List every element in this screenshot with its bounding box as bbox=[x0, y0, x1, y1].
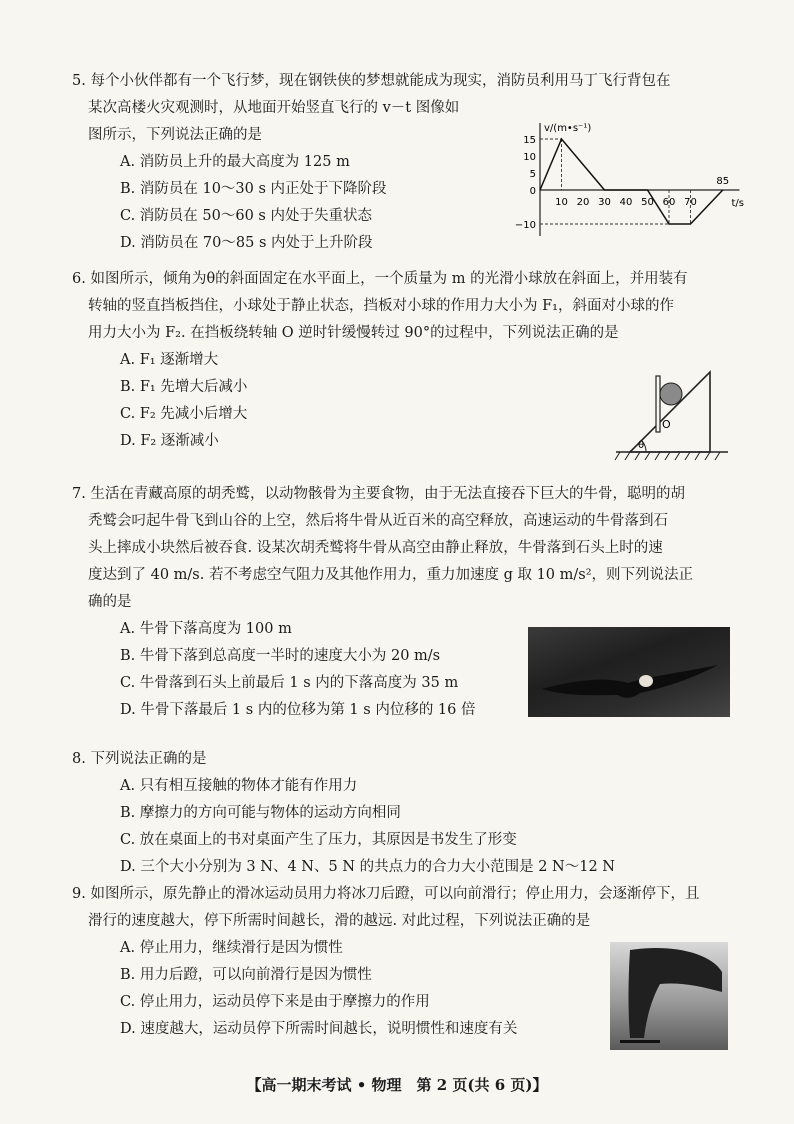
q9-stem-line1: 9. 如图所示，原先静止的滑冰运动员用力将冰刀后蹬，可以向前滑行；停止用力，会逐渐停下，且 bbox=[72, 886, 700, 902]
q5-option-c: C. 消防员在 50～60 s 内处于失重状态 bbox=[120, 208, 372, 224]
q6-option-a: A. F₁ 逐渐增大 bbox=[120, 352, 219, 368]
x-tick-label-85: 85 bbox=[716, 176, 730, 187]
question-8 bbox=[72, 746, 738, 881]
theta-label: θ bbox=[638, 440, 645, 451]
q6-stem-line3: 用力大小为 F₂. 在挡板绕转轴 O 逆时针缓慢转过 90°的过程中，下列说法正确的是 bbox=[88, 325, 619, 341]
y-axis-label: v/(m•s⁻¹) bbox=[544, 123, 592, 134]
q5-stem-line1: 5. 每个小伙伴都有一个飞行梦，现在钢铁侠的梦想就能成为现实，消防员利用马丁飞行背包在 bbox=[72, 73, 671, 89]
pivot-label: O bbox=[662, 418, 671, 431]
q5-option-d: D. 消防员在 70～85 s 内处于上升阶段 bbox=[120, 235, 373, 251]
page-footer: 【高一期末考试 • 物理 第 2 页(共 6 页)】 bbox=[246, 1076, 548, 1094]
q7-stem-line3: 头上摔成小块然后被吞食. 设某次胡秃鹫将牛骨从高空由静止释放，牛骨落到石头上时的速 bbox=[88, 540, 663, 556]
x-tick-label: 50 bbox=[641, 197, 654, 208]
q9-option-d: D. 速度越大，运动员停下所需时间越长，说明惯性和速度有关 bbox=[120, 1021, 518, 1037]
q7-option-d: D. 牛骨下落最后 1 s 内的位移为第 1 s 内位移的 16 倍 bbox=[120, 702, 476, 718]
q5-stem-line3: 图所示，下列说法正确的是 bbox=[88, 127, 262, 143]
q5-stem-line2: 某次高楼火灾观测时，从地面开始竖直飞行的 v－t 图像如 bbox=[88, 100, 460, 116]
q5-option-a: A. 消防员上升的最大高度为 125 m bbox=[120, 154, 350, 170]
x-tick-label: 30 bbox=[598, 197, 611, 208]
ball bbox=[660, 383, 682, 405]
y-tick-label: −10 bbox=[514, 220, 536, 231]
q7-option-b: B. 牛骨下落到总高度一半时的速度大小为 20 m/s bbox=[120, 648, 441, 664]
vulture-photo bbox=[528, 627, 730, 717]
y-tick-label: 5 bbox=[529, 169, 536, 180]
chart-series bbox=[540, 139, 723, 224]
q6-option-b: B. F₁ 先增大后减小 bbox=[120, 379, 248, 395]
x-axis-label: t/s bbox=[731, 198, 744, 209]
chart-axes bbox=[540, 123, 744, 236]
q7-stem-line2: 秃鹫会叼起牛骨飞到山谷的上空，然后将牛骨从近百米的高空释放，高速运动的牛骨落到石 bbox=[88, 513, 668, 529]
x-tick-label: 10 bbox=[555, 197, 568, 208]
q5-option-b: B. 消防员在 10～30 s 内正处于下降阶段 bbox=[120, 181, 387, 197]
q6-option-c: C. F₂ 先减小后增大 bbox=[120, 406, 248, 422]
q6-option-d: D. F₂ 逐渐减小 bbox=[120, 433, 219, 449]
q8-option-d: D. 三个大小分别为 3 N、4 N、5 N 的共点力的合力大小范围是 2 N～12 N bbox=[120, 859, 615, 875]
ground-hatch bbox=[615, 452, 720, 460]
q8-option-a: A. 只有相互接触的物体才能有作用力 bbox=[120, 778, 358, 794]
baffle-plate bbox=[656, 376, 660, 432]
q8-stem-line1: 8. 下列说法正确的是 bbox=[72, 751, 207, 767]
q6-stem-line1: 6. 如图所示，倾角为θ的斜面固定在水平面上，一个质量为 m 的光滑小球放在斜面上，并用装有 bbox=[72, 271, 688, 287]
x-tick-label: 40 bbox=[619, 197, 633, 208]
q6-stem-line2: 转轴的竖直挡板挡住，小球处于静止状态，挡板对小球的作用力大小为 F₁，斜面对小球的作 bbox=[88, 298, 674, 314]
y-tick-label: 10 bbox=[523, 152, 536, 163]
x-tick-label: 20 bbox=[576, 197, 590, 208]
q9-option-a: A. 停止用力，继续滑行是因为惯性 bbox=[120, 940, 343, 956]
vulture-silhouette bbox=[528, 627, 730, 717]
skater-photo bbox=[610, 942, 728, 1050]
incline-diagram bbox=[612, 366, 732, 466]
vt-chart bbox=[500, 108, 744, 248]
q7-stem-line1: 7. 生活在青藏高原的胡秃鹫，以动物骸骨为主要食物，由于无法直接吞下巨大的牛骨，聪明的胡 bbox=[72, 486, 685, 502]
y-tick-label: 0 bbox=[529, 186, 536, 197]
x-tick-label: 60 bbox=[662, 197, 676, 208]
velocity-series-line bbox=[540, 139, 723, 224]
q9-stem-line2: 滑行的速度越大，停下所需时间越长，滑的越远. 对此过程，下列说法正确的是 bbox=[88, 913, 591, 929]
q7-option-a: A. 牛骨下落高度为 100 m bbox=[120, 621, 292, 637]
q7-stem-line5: 确的是 bbox=[88, 594, 132, 610]
y-tick-label: 15 bbox=[523, 135, 536, 146]
q9-option-c: C. 停止用力，运动员停下来是由于摩擦力的作用 bbox=[120, 994, 430, 1010]
skater-silhouette bbox=[610, 942, 728, 1050]
q9-option-b: B. 用力后蹬，可以向前滑行是因为惯性 bbox=[120, 967, 372, 983]
q7-option-c: C. 牛骨落到石头上前最后 1 s 内的下落高度为 35 m bbox=[120, 675, 459, 691]
q8-option-c: C. 放在桌面上的书对桌面产生了压力，其原因是书发生了形变 bbox=[120, 832, 517, 848]
x-tick-label: 70 bbox=[684, 197, 697, 208]
q8-option-b: B. 摩擦力的方向可能与物体的运动方向相同 bbox=[120, 805, 401, 821]
q7-stem-line4: 度达到了 40 m/s. 若不考虑空气阻力及其他作用力，重力加速度 g 取 10 m/s²，则下列说法正 bbox=[88, 567, 694, 583]
